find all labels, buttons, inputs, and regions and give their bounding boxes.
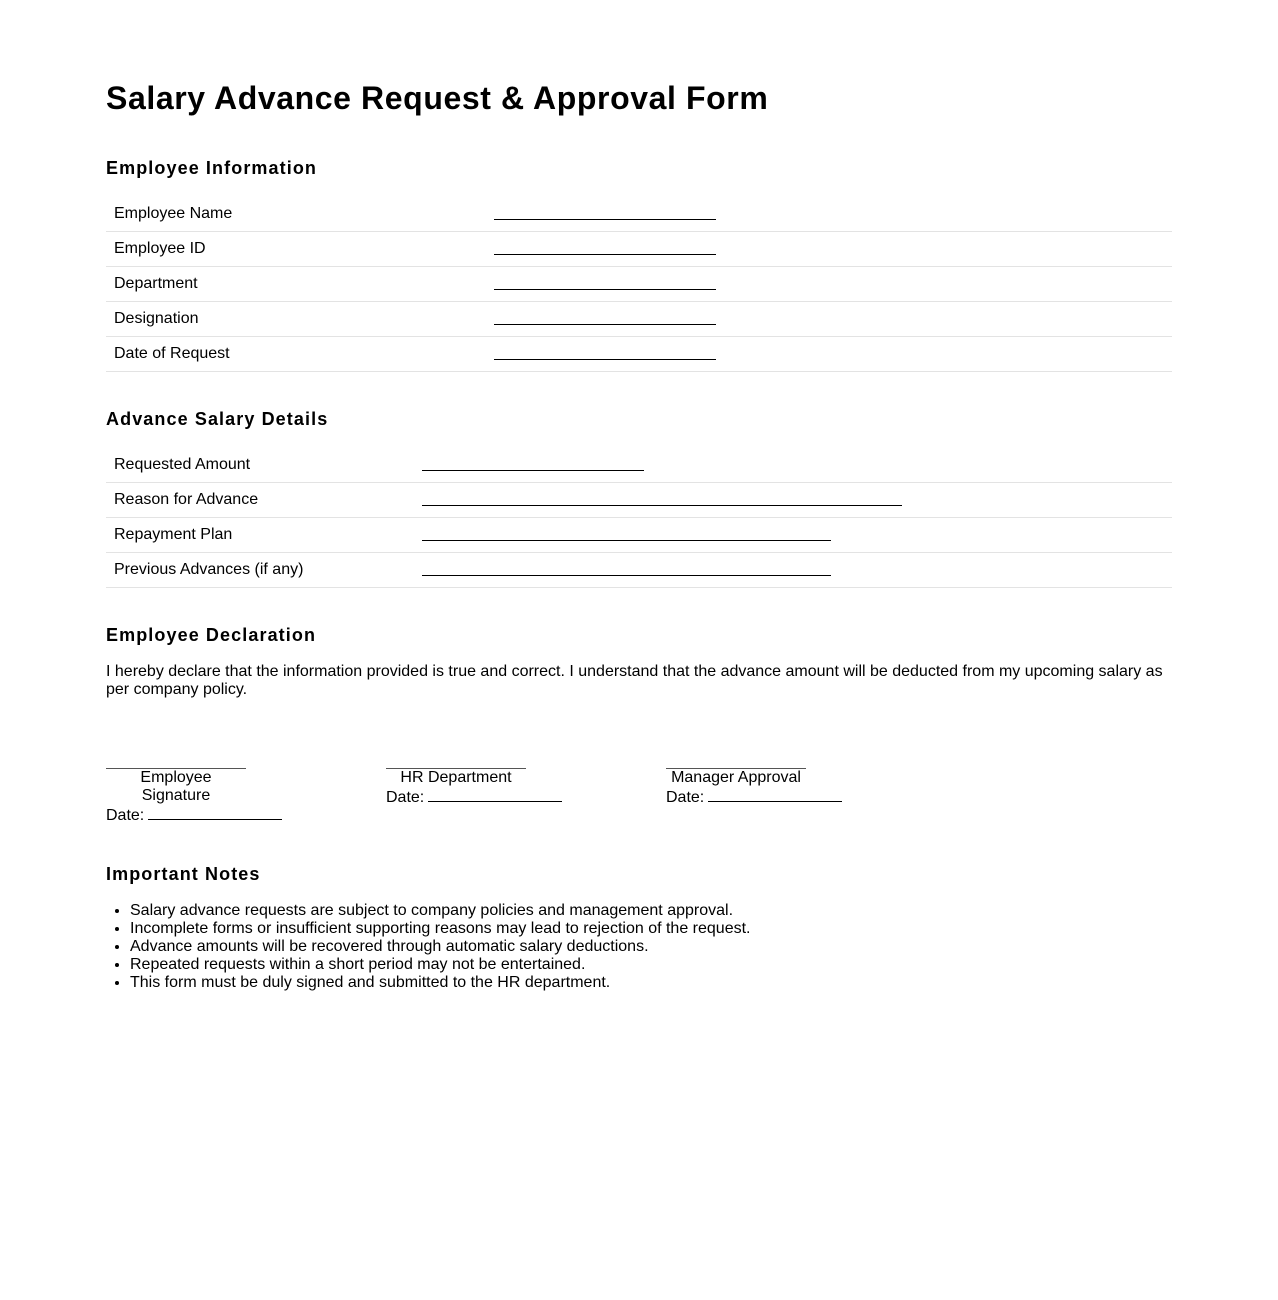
- signature-caption: Employee Signature: [140, 769, 212, 804]
- list-item: • Advance amounts will be recovered through automatic salary deductions.: [130, 938, 1170, 956]
- previous-advances-input-line[interactable]: [422, 575, 831, 576]
- requested-amount-input-line[interactable]: [422, 470, 644, 471]
- field-row-employee-name: [106, 197, 1172, 232]
- field-row-repayment-plan: [106, 518, 1172, 553]
- signature-block-manager: [666, 752, 842, 807]
- field-label: Repayment Plan: [114, 526, 233, 543]
- signature-block-hr: [386, 752, 562, 807]
- field-label: Employee ID: [114, 240, 206, 257]
- field-label: Reason for Advance: [114, 491, 259, 508]
- signature-date: [106, 805, 282, 825]
- list-item: • Salary advance requests are subject to company policies and management approval.: [130, 902, 1170, 920]
- employee-name-input-line[interactable]: [494, 219, 716, 220]
- hr-date-line[interactable]: [428, 787, 562, 802]
- date-label: Date:: [666, 789, 705, 806]
- signature-caption: Manager Approval: [671, 769, 801, 786]
- manager-date-line[interactable]: [708, 787, 842, 802]
- hr-signature-line[interactable]: [386, 752, 526, 769]
- section-heading-employee-information: Employee Information: [106, 158, 318, 178]
- employee-signature-line[interactable]: [106, 752, 246, 769]
- section-heading-advance-salary-details: Advance Salary Details: [106, 409, 329, 429]
- advance-salary-details-table: [106, 448, 1172, 588]
- field-label: Designation: [114, 310, 199, 327]
- section-heading-employee-declaration: Employee Declaration: [106, 625, 317, 645]
- date-label: Date:: [386, 789, 425, 806]
- date-label: Date:: [106, 807, 145, 824]
- signature-caption: HR Department: [400, 769, 512, 786]
- list-item: • Incomplete forms or insufficient supporting reasons may lead to rejection of the request.: [130, 920, 1170, 938]
- reason-for-advance-input-line[interactable]: [422, 505, 902, 506]
- signature-block-employee: [106, 752, 282, 825]
- employee-id-input-line[interactable]: [494, 254, 716, 255]
- field-row-designation: [106, 302, 1172, 337]
- employee-information-table: [106, 197, 1172, 372]
- field-row-department: [106, 267, 1172, 302]
- declaration-text: I hereby declare that the information provided is true and correct. I understand that the advance amount will be deducted from my upcoming salary as per company policy.: [106, 663, 1163, 698]
- field-label: Employee Name: [114, 205, 233, 222]
- notes-list: [106, 902, 1170, 992]
- field-label: Previous Advances (if any): [114, 561, 304, 578]
- field-label: Date of Request: [114, 345, 230, 362]
- section-heading-important-notes: Important Notes: [106, 864, 261, 884]
- signature-date: [666, 787, 842, 807]
- field-label: Requested Amount: [114, 456, 251, 473]
- list-item: • Repeated requests within a short period may not be entertained.: [130, 956, 1170, 974]
- repayment-plan-input-line[interactable]: [422, 540, 831, 541]
- department-input-line[interactable]: [494, 289, 716, 290]
- field-row-requested-amount: [106, 448, 1172, 483]
- list-item: • This form must be duly signed and submitted to the HR department.: [130, 974, 1170, 992]
- field-row-reason-for-advance: [106, 483, 1172, 518]
- field-label: Department: [114, 275, 198, 292]
- date-of-request-input-line[interactable]: [494, 359, 716, 360]
- field-row-employee-id: [106, 232, 1172, 267]
- manager-signature-line[interactable]: [666, 752, 806, 769]
- employee-date-line[interactable]: [148, 805, 282, 820]
- page-title: Salary Advance Request & Approval Form: [106, 80, 769, 116]
- field-row-date-of-request: [106, 337, 1172, 372]
- signature-date: [386, 787, 562, 807]
- field-row-previous-advances: [106, 553, 1172, 588]
- designation-input-line[interactable]: [494, 324, 716, 325]
